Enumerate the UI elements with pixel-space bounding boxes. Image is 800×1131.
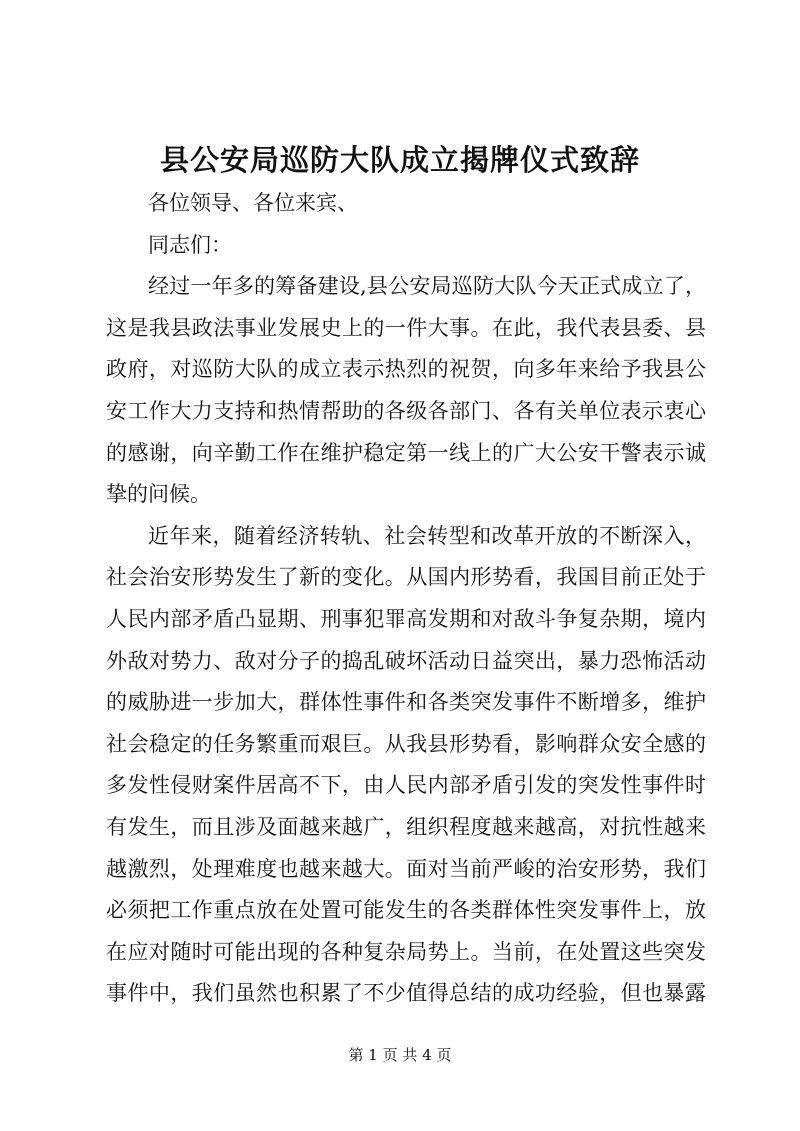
document-body [106, 183, 706, 1015]
paragraph-line: 人民内部矛盾凸显期、刑事犯罪高发期和对敌斗争复杂期，境内 [106, 606, 706, 631]
paragraph-line: 在应对随时可能出现的各种复杂局势上。当前，在处置这些突发 [106, 939, 706, 964]
paragraph-line: 多发性侵财案件居高不下，由人民内部矛盾引发的突发性事件时 [106, 773, 706, 798]
paragraph-line: 这是我县政法事业发展史上的一件大事。在此，我代表县委、县 [106, 315, 706, 340]
paragraph-line: 挚的问候。 [106, 482, 211, 507]
document-title: 县公安局巡防大队成立揭牌仪式致辞 [159, 143, 640, 177]
paragraph-line: 政府，对巡防大队的成立表示热烈的祝贺，向多年来给予我县公 [106, 357, 706, 382]
paragraph-line: 外敌对势力、敌对分子的捣乱破坏活动日益突出，暴力恐怖活动 [106, 648, 706, 673]
paragraph-line: 的感谢，向辛勤工作在维护稳定第一线上的广大公安干警表示诚 [106, 440, 706, 465]
paragraph-line: 有发生，而且涉及面越来越广，组织程度越来越高，对抗性越来 [106, 814, 706, 839]
salutation-line: 同志们： [148, 232, 232, 257]
salutation-line: 各位领导、各位来宾、 [148, 191, 358, 215]
paragraph-line: 社会治安形势发生了新的变化。从国内形势看，我国目前正处于 [106, 565, 706, 590]
page-footer: 第 1 页 共 4 页 [348, 1046, 452, 1064]
paragraph-line: 近年来，随着经济转轨、社会转型和改革开放的不断深入， [148, 523, 706, 548]
paragraph-line: 必须把工作重点放在处置可能发生的各类群体性突发事件上，放 [106, 898, 706, 923]
paragraph-line: 社会稳定的任务繁重而艰巨。从我县形势看，影响群众安全感的 [106, 731, 706, 756]
paragraph-line: 越激烈，处理难度也越来越大。面对当前严峻的治安形势，我们 [106, 856, 706, 881]
paragraph-line: 的威胁进一步加大，群体性事件和各类突发事件不断增多，维护 [106, 690, 706, 715]
paragraph-line: 安工作大力支持和热情帮助的各级各部门、各有关单位表示衷心 [106, 398, 706, 423]
paragraph-line: 事件中，我们虽然也积累了不少值得总结的成功经验，但也暴露 [106, 981, 706, 1006]
paragraph-line: 经过一年多的筹备建设,县公安局巡防大队今天正式成立了， [148, 274, 706, 299]
